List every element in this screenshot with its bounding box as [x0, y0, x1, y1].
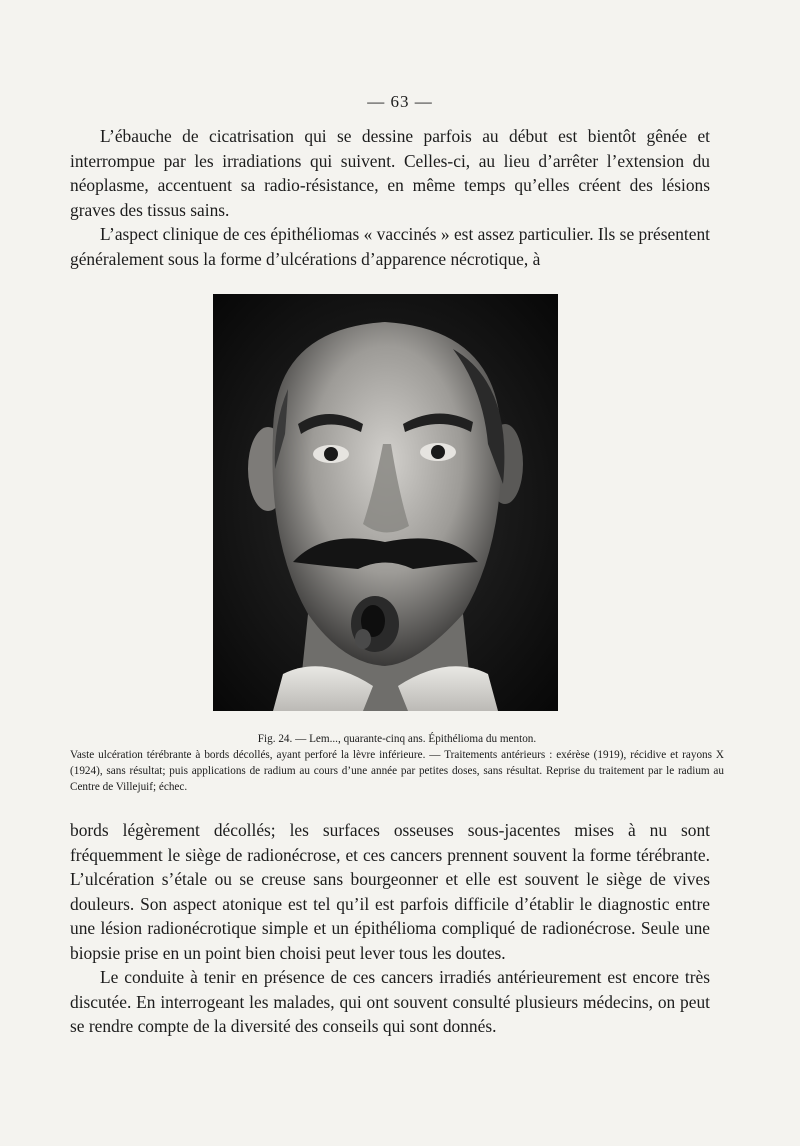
paragraph: Le conduite à tenir en présence de ces cancers irradiés antérieurement est encore très discutée. En interrogeant les malades, qui ont souvent consulté plusieurs médecins, on peut se rendre compte de la diversité des conseils qui sont donnés.	[70, 967, 710, 1036]
text-block-top	[70, 124, 710, 271]
figure-description: Vaste ulcération térébrante à bords décollés, ayant perforé la lèvre inférieure. — Traitements antérieurs : exérèse (1919), récidive et rayons X (1924), sans résultat; puis applications de radium au cours d’une année par petites doses, sans résultat. Reprise du traitement par le radium au Centre de Villejuif; échec.	[70, 749, 724, 793]
figure-title: Fig. 24. — Lem..., quarante-cinq ans. Épithélioma du menton.	[257, 733, 537, 745]
patient-photograph	[213, 294, 558, 711]
paragraph: L’ébauche de cicatrisation qui se dessine parfois au début est bientôt gênée et interrompue par les irradiations qui suivent. Celles-ci, au lieu d’arrêter l’extension du néoplasme, accentuent sa radio-résistance, en même temps qu’elles créent des lésions graves des tissus sains.	[70, 126, 710, 220]
text-block-bottom	[70, 818, 710, 1039]
figure-caption	[70, 731, 724, 795]
page-number: — 63 —	[367, 92, 433, 111]
paragraph: L’aspect clinique de ces épithéliomas « vaccinés » est assez particulier. Ils se présentent généralement sous la forme d’ulcérations d’apparence nécrotique, à	[70, 224, 710, 269]
paragraph: bords légèrement décollés; les surfaces osseuses sous-jacentes mises à nu sont fréquemment le siège de radionécrose, et ces cancers prennent souvent la forme térébrante. L’ulcération s’étale ou se creuse sans bourgeonner et elle est souvent le siège de vives douleurs. Son aspect atonique est tel qu’il est parfois difficile d’établir le diagnostic entre une lésion radionécrotique simple et un épithélioma compliqué de radionécrose. Seule une biopsie prise en un point bien choisi peut lever tous les doutes.	[70, 820, 710, 963]
